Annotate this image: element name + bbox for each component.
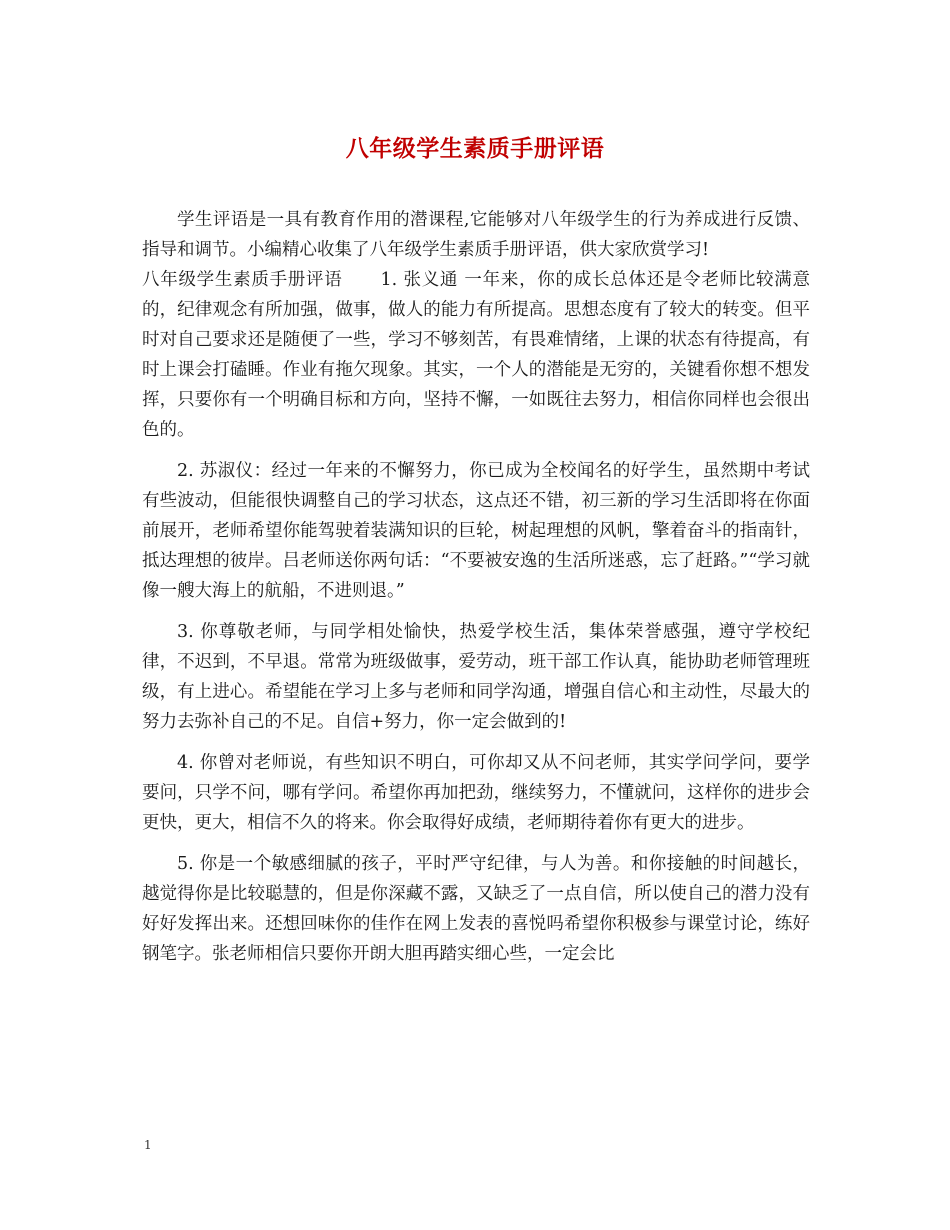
intro-paragraph: 学生评语是一具有教育作用的潜课程,它能够对八年级学生的行为养成进行反馈、指导和调节。小编精心收集了八年级学生素质手册评语，供大家欣赏学习! xyxy=(142,210,810,260)
entry-3-paragraph: 3. 你尊敬老师，与同学相处愉快，热爱学校生活，集体荣誉感强，遵守学校纪律，不迟到，不早退。常常为班级做事，爱劳动，班干部工作认真，能协助老师管理班级，有上进心。希望能在学习上多与老师和同学沟通，增强自信心和主动性，尽最大的努力去弥补自己的不足。自信+努力，你一定会做到的! xyxy=(142,622,810,732)
entry-1-paragraph xyxy=(142,265,810,445)
page-number: 1 xyxy=(144,1138,152,1152)
document-title: 八年级学生素质手册评语 xyxy=(345,135,605,162)
subheading: 八年级学生素质手册评语 xyxy=(142,270,343,290)
entry-5-paragraph: 5. 你是一个敏感细腻的孩子，平时严守纪律，与人为善。和你接触的时间越长，越觉得你是比较聪慧的，但是你深藏不露，又缺乏了一点自信，所以使自己的潜力没有好好发挥出来。还想回味你的佳作在网上发表的喜悦吗希望你积极参与课堂讨论，练好钢笔字。张老师相信只要你开朗大胆再踏实细心些，一定会比 xyxy=(142,854,810,964)
entry-2-paragraph: 2. 苏淑仪：经过一年来的不懈努力，你已成为全校闻名的好学生，虽然期中考试有些波动，但能很快调整自己的学习状态，这点还不错，初三新的学习生活即将在你面前展开，老师希望你能驾驶着装满知识的巨轮，树起理想的风帆，擎着奋斗的指南针，抵达理想的彼岸。吕老师送你两句话：“不要被安逸的生活所迷惑，忘了赶路。”“学习就像一艘大海上的航船，不进则退。” xyxy=(142,461,810,601)
document-body xyxy=(142,205,810,969)
entry-4-paragraph: 4. 你曾对老师说，有些知识不明白，可你却又从不问老师，其实学问学问，要学要问，只学不问，哪有学问。希望你再加把劲，继续努力，不懂就问，这样你的进步会更快，更大，相信不久的将来。你会取得好成绩，老师期待着你有更大的进步。 xyxy=(142,753,810,833)
entry-1-text: 1. 张义通 一年来，你的成长总体还是令老师比较满意的，纪律观念有所加强，做事，做人的能力有所提高。思想态度有了较大的转变。但平时对自己要求还是随便了一些，学习不够刻苦，有畏难情绪，上课的状态有待提高，有时上课会打磕睡。作业有拖欠现象。其实，一个人的潜能是无穷的，关键看你想不想发挥，只要你有一个明确目标和方向，坚持不懈，一如既往去努力，相信你同样也会很出色的。 xyxy=(142,270,810,440)
